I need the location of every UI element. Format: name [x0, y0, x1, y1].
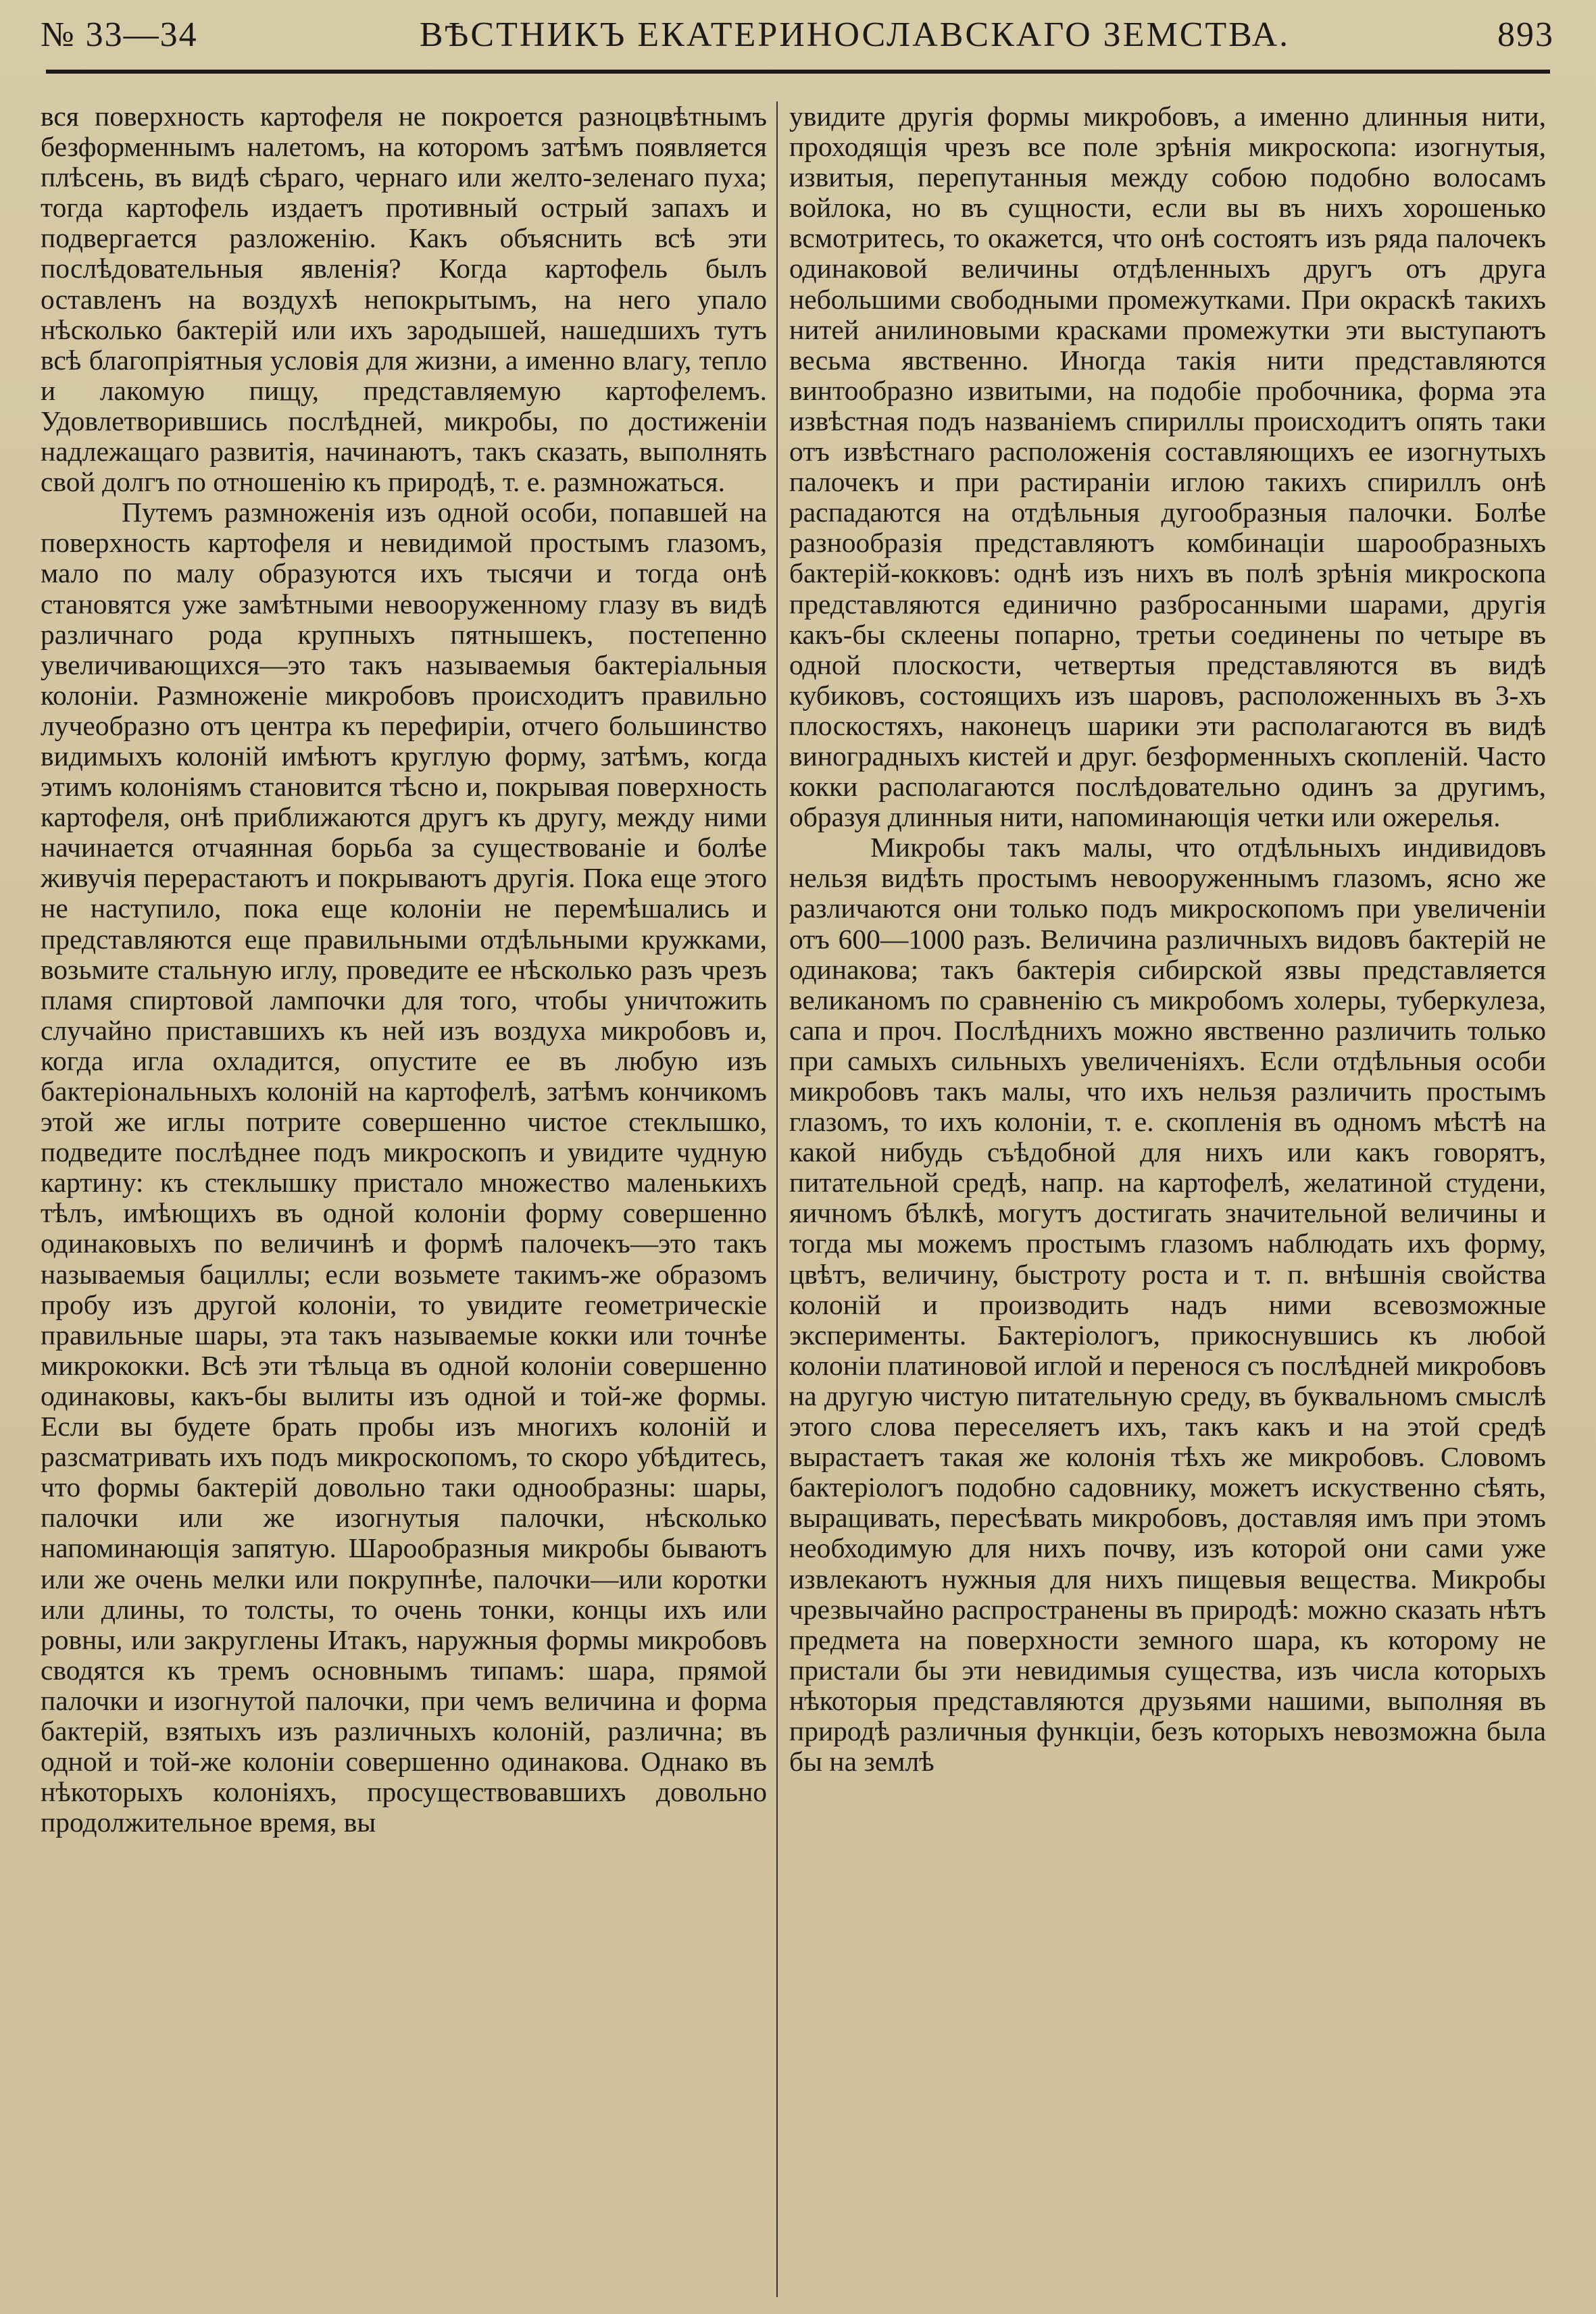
column-divider [776, 101, 778, 2297]
header-rule [46, 70, 1550, 74]
paragraph: вся поверхность картофеля не покроется разноцвѣтнымъ безформеннымъ налетомъ, на которомъ затѣмъ появляется плѣсень, въ видѣ сѣраго, чернаго или желто-зеленаго пуха; тогда картофель издаетъ противный острый запахъ и подвергается разложенію. Какъ объяснить всѣ эти послѣдовательныя явленія? Когда картофель былъ оставленъ на воздухѣ непокрытымъ, на него упало нѣсколько бактерій или ихъ зародышей, нашедшихъ тутъ всѣ благопріятныя условія для жизни, а именно влагу, тепло и лакомую пищу, представляемую картофелемъ. Удовлетворившись послѣдней, микробы, по достиженіи надлежащаго развитія, начинаютъ, такъ сказать, выполнять свой долгъ по отношенію къ природѣ, т. е. размножаться. [41, 101, 767, 498]
page-number: 893 [1497, 15, 1554, 54]
page-header [41, 4, 1554, 65]
paragraph: Микробы такъ малы, что отдѣльныхъ индивидовъ нельзя видѣть простымъ невооруженнымъ глазомъ, ясно же различаются они только подъ микроскопомъ при увеличеніи отъ 600—1000 разъ. Величина различныхъ видовъ бактерій не одинакова; такъ бактерія сибирской язвы представляется великаномъ по сравненію съ микробомъ холеры, туберкулеза, сапа и проч. Послѣднихъ можно явственно различить только при самыхъ сильныхъ увеличеніяхъ. Если отдѣльныя особи микробовъ такъ малы, что ихъ нельзя различить простымъ глазомъ, то ихъ колоніи, т. е. скопленія въ одномъ мѣстѣ на какой нибудь съѣдобной для нихъ или какъ говорятъ, питательной средѣ, напр. на картофелѣ, желатиной студени, яичномъ бѣлкѣ, могутъ достигать значительной величины и тогда мы можемъ простымъ глазомъ наблюдать ихъ форму, цвѣтъ, величину, быстроту роста и т. п. внѣшнія свойства колоній и производить надъ ними всевозможные эксперименты. Бактеріологъ, прикоснувшись къ любой колоніи платиновой иглой и перенося съ послѣдней микробовъ на другую чистую питательную среду, въ буквальномъ смыслѣ этого слова переселяетъ ихъ, такъ какъ и на этой средѣ вырастаетъ такая же колонія тѣхъ же микробовъ. Словомъ бактеріологъ подобно садовнику, можетъ искуственно сѣять, выращивать, пересѣвать микробовъ, доставляя имъ при этомъ необходимую для нихъ почву, изъ которой они сами уже извлекаютъ нужныя для нихъ пищевыя вещества. Микробы чрезвычайно распространены въ природѣ: можно сказать нѣтъ предмета на поверхности земного шара, къ которому не пристали бы эти невидимыя существа, изъ числа которыхъ нѣкоторыя представляются друзьями нашими, выполняя въ природѣ различныя функціи, безъ которыхъ невозможна была бы на землѣ [789, 832, 1546, 1778]
paragraph: увидите другія формы микробовъ, а именно длинныя нити, проходящія чрезъ все поле зрѣнія микроскопа: изогнутыя, извитыя, перепутанныя между собою подобно волосамъ войлока, но въ сущности, если вы въ нихъ хорошенько всмотритесь, то окажется, что онѣ состоятъ изъ ряда палочекъ одинаковой величины отдѣленныхъ другъ отъ друга небольшими свободными промежутками. При окраскѣ такихъ нитей анилиновыми красками промежутки эти выступаютъ весьма явственно. Иногда такія нити представляются винтообразно извитыми, на подобіе пробочника, форма эта извѣстная подъ названіемъ спириллы происходитъ опять таки отъ извѣстнаго расположенія составляющихъ ее изогнутыхъ палочекъ и при растираніи иглою такихъ спириллъ онѣ распадаются на отдѣльныя дугообразныя палочки. Болѣе разнообразія представляютъ комбинаціи шарообразныхъ бактерій-кокковъ: однѣ изъ нихъ въ полѣ зрѣнія микроскопа представляются единично разбросанными шарами, другія какъ-бы склеены попарно, третьи соединены по четыре въ одной плоскости, четвертыя представляются въ видѣ кубиковъ, состоящихъ изъ шаровъ, расположенныхъ въ 3-хъ плоскостяхъ, наконецъ шарики эти располагаются въ видѣ виноградныхъ кистей и друг. безформенныхъ скопленій. Часто кокки располагаются послѣдовательно одинъ за другимъ, образуя длинныя нити, напоминающія четки или ожерелья. [789, 101, 1546, 833]
journal-title: ВѢСТНИКЪ ЕКАТЕРИНОСЛАВСКАГО ЗЕМСТВА. [419, 15, 1291, 54]
left-column [41, 101, 767, 2297]
issue-number: № 33—34 [41, 15, 198, 54]
paragraph: Путемъ размноженія изъ одной особи, попавшей на поверхность картофеля и невидимой простымъ глазомъ, мало по малу образуются ихъ тысячи и тогда онѣ становятся уже замѣтными невооруженному глазу въ видѣ различнаго рода крупныхъ пятнышекъ, постепенно увеличивающихся—это такъ называемыя бактеріальныя колоніи. Размноженіе микробовъ происходитъ правильно лучеобразно отъ центра къ перефиріи, отчего большинство видимыхъ колоній имѣютъ круглую форму, затѣмъ, когда этимъ колоніямъ становится тѣсно и, покрывая поверхность картофеля, онѣ приближаются другъ къ другу, между ними начинается отчаянная борьба за существованіе и болѣе живучія перерастаютъ и покрываютъ другія. Пока еще этого не наступило, пока еще колоніи не перемѣшались и представляются еще правильными отдѣльными кружками, возьмите стальную иглу, проведите ее нѣсколько разъ чрезъ пламя спиртовой лампочки для того, чтобы уничтожить случайно приставшихъ къ ней изъ воздуха микробовъ и, когда игла охладится, опустите ее въ любую изъ бактеріональныхъ колоній на картофелѣ, затѣмъ кончикомъ этой же иглы потрите совершенно чистое стеклышко, подведите послѣднее подъ микроскопъ и увидите чудную картину: къ стеклышку пристало множество маленькихъ тѣлъ, имѣющихъ въ одной колоніи форму совершенно одинаковыхъ по величинѣ и формѣ палочекъ—это такъ называемыя бациллы; если возьмете такимъ-же образомъ пробу изъ другой колоніи, то увидите геометрическіе правильные шары, эта такъ называемые кокки или точнѣе микрококки. Всѣ эти тѣльца въ одной колоніи совершенно одинаковы, какъ-бы вылиты изъ одной и той-же формы. Если вы будете брать пробы изъ многихъ колоній и разсматривать ихъ подъ микроскопомъ, то скоро убѣдитесь, что формы бактерій довольно таки однообразны: шары, палочки или же изогнутыя палочки, нѣсколько напоминающія запятую. Шарообразныя микробы бываютъ или же очень мелки или покрупнѣе, палочки—или коротки или длины, то толсты, то очень тонки, концы ихъ или ровны, или закруглены Итакъ, наружныя формы микробовъ сводятся къ тремъ основнымъ типамъ: шара, прямой палочки и изогнутой палочки, при чемъ величина и форма бактерій, взятыхъ изъ различныхъ колоній, различна; въ одной и той-же колоніи совершенно одинакова. Однако въ нѣкоторыхъ колоніяхъ, просуществовавшихъ довольно продолжительное время, вы [41, 497, 767, 1838]
right-column [789, 101, 1546, 2297]
